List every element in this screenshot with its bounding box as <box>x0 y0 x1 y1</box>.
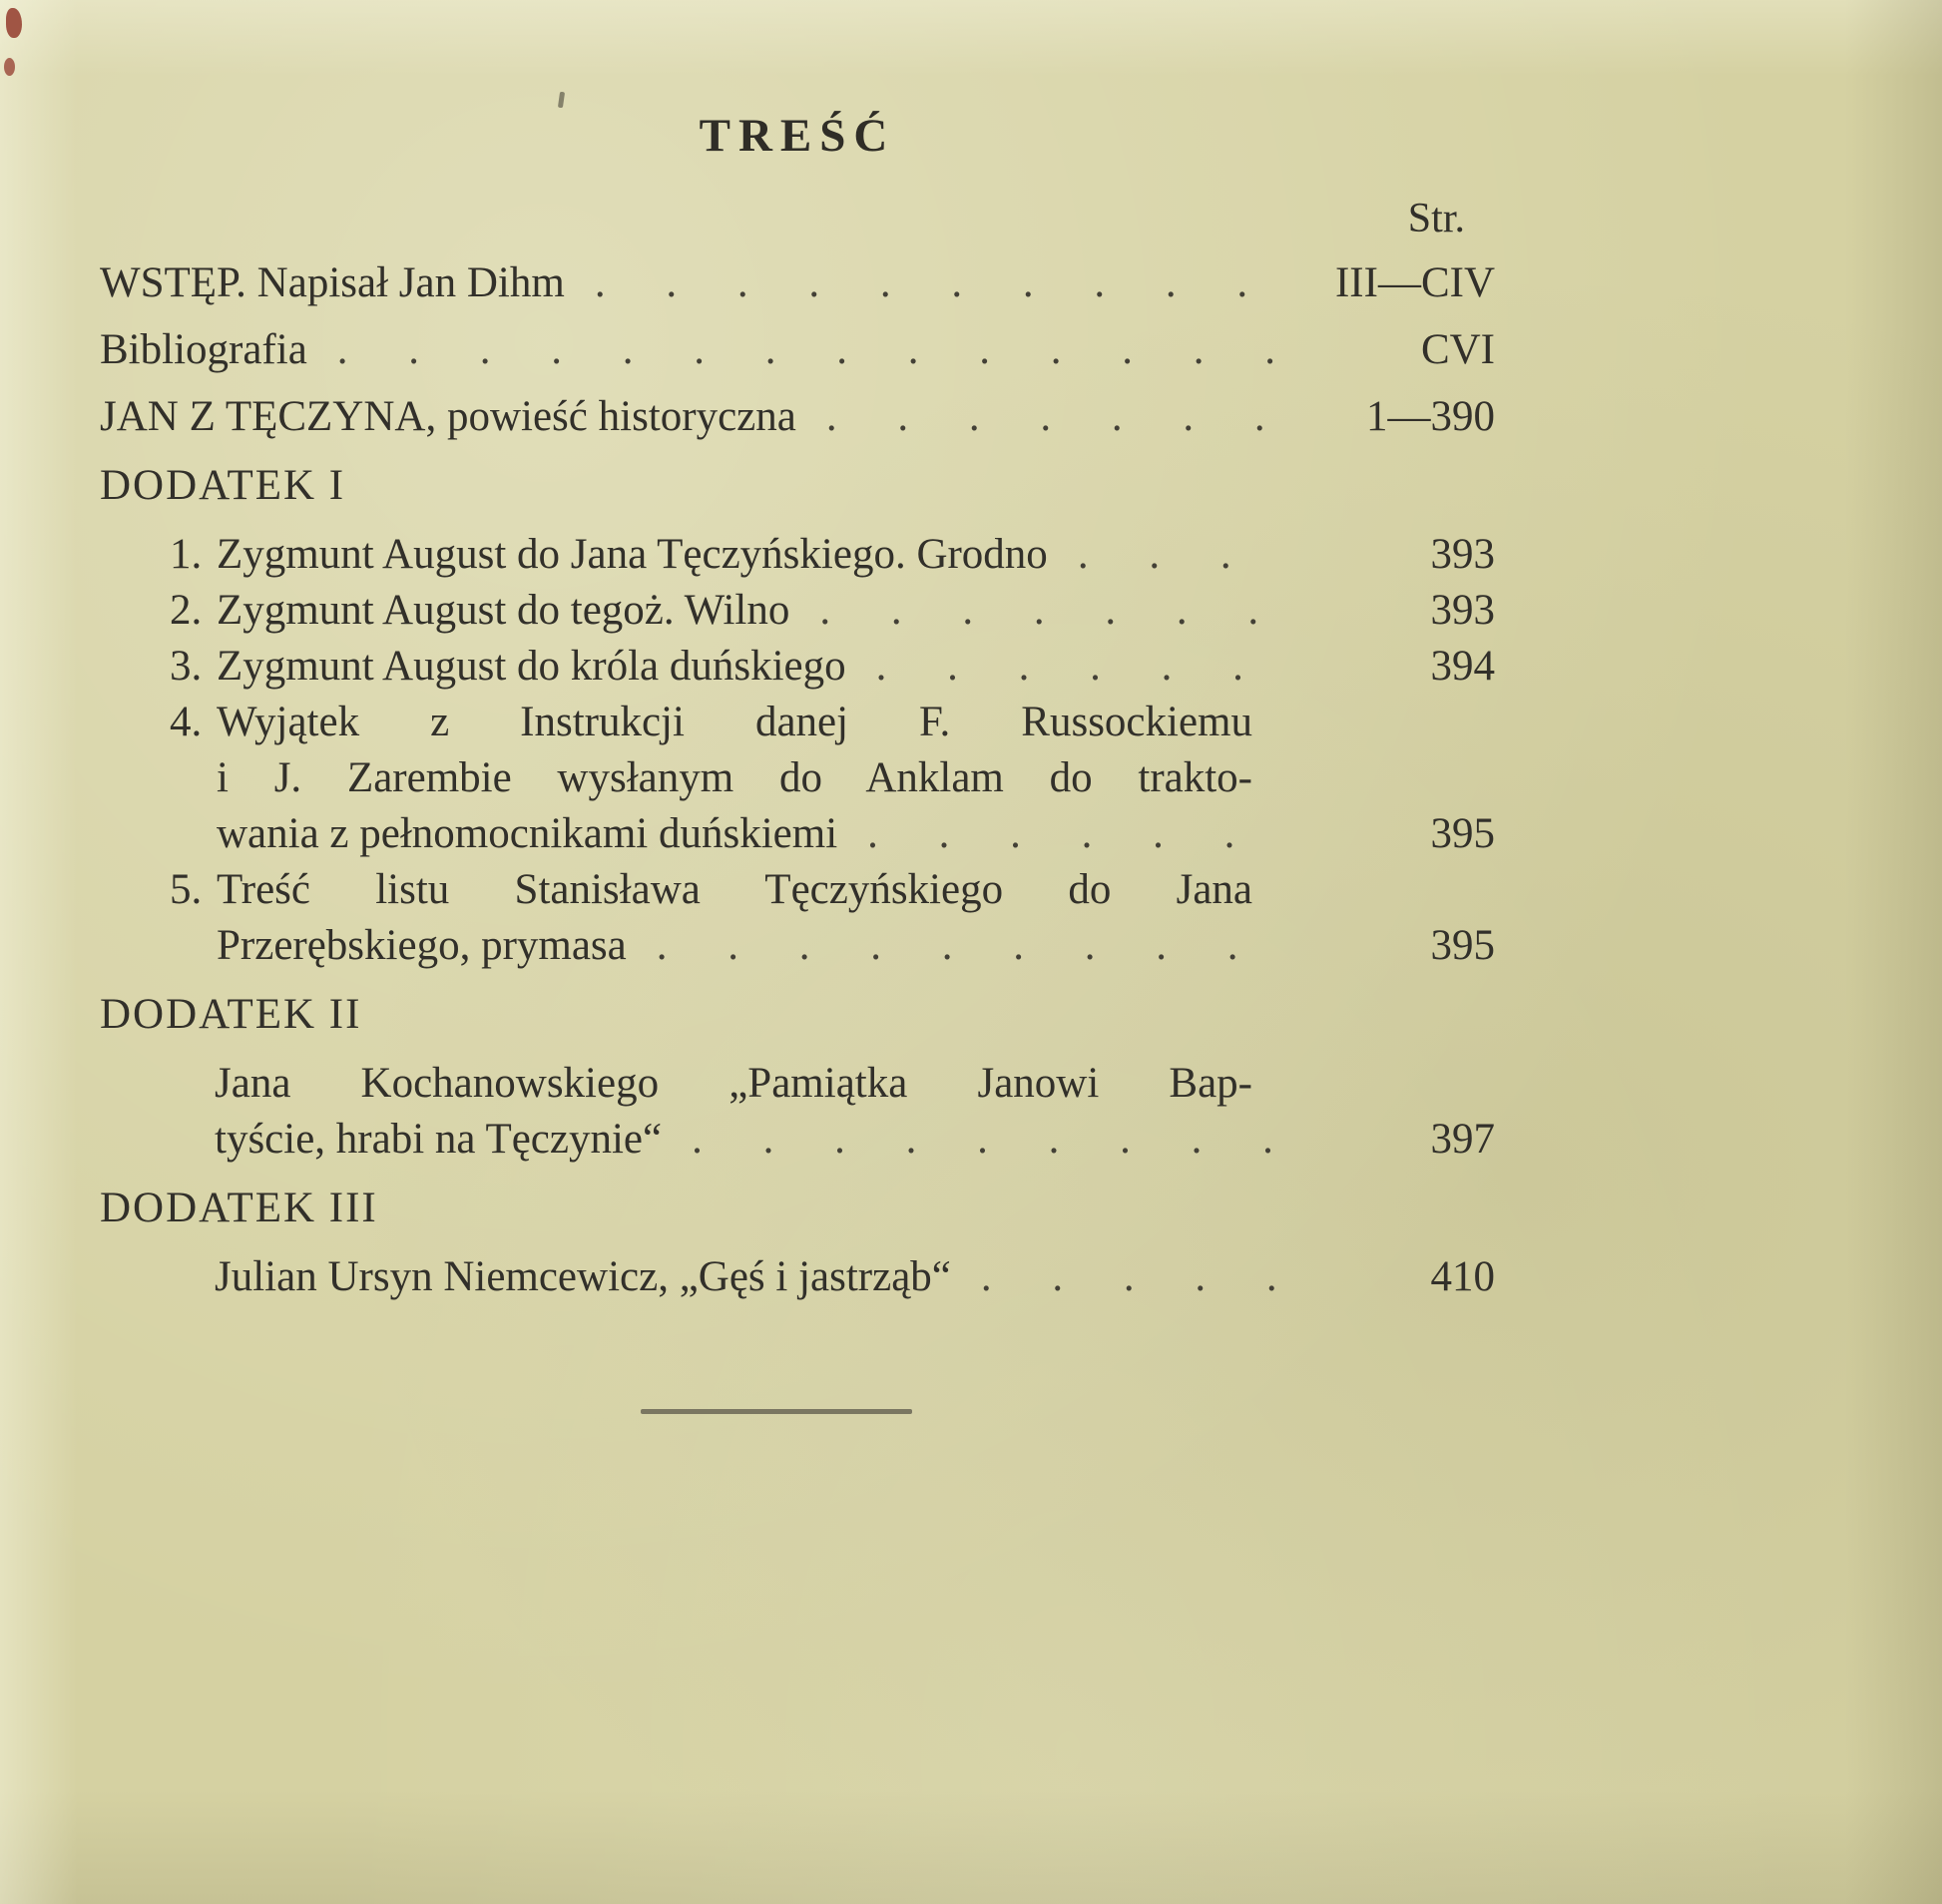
dot-leader <box>826 389 1291 445</box>
dot-leader <box>337 322 1291 378</box>
entry-label: WSTĘP. Napisał Jan Dihm <box>100 259 565 306</box>
entry-label: Bibliografia <box>100 326 307 373</box>
entry-page: 410 <box>1430 1253 1495 1300</box>
toc-entry <box>100 389 1495 445</box>
section-heading <box>100 987 1495 1043</box>
toc-entry <box>100 322 1495 378</box>
entry-page: 395 <box>1430 810 1495 857</box>
entry-page: 397 <box>1430 1116 1495 1163</box>
entry-page: III—CIV <box>1334 259 1495 306</box>
dot-leader <box>595 255 1291 311</box>
entry-page: 393 <box>1430 531 1495 578</box>
entry-label: JAN Z TĘCZYNA, powieść historyczna <box>100 393 796 440</box>
dot-leader <box>692 1112 1291 1168</box>
entry-page: 395 <box>1430 922 1495 969</box>
entry-label: Jana Kochanowskiego „Pamiątka Janowi Bap- <box>215 1060 1252 1107</box>
entry-line <box>215 1056 1252 1112</box>
toc-entry <box>215 1056 1495 1168</box>
paper-speck <box>6 8 22 38</box>
entry-label: Zygmunt August do Jana Tęczyńskiego. Grodno <box>217 531 1048 578</box>
toc-entry <box>170 695 1495 862</box>
entry-label: tyście, hrabi na Tęczynie“ <box>215 1116 663 1163</box>
entry-label: Treść listu Stanisława Tęczyńskiego do Jana <box>217 866 1252 913</box>
toc-entry <box>170 527 1495 583</box>
toc-entry <box>100 255 1495 311</box>
section-heading-label: DODATEK III <box>100 1185 378 1231</box>
column-header-str: Str. <box>1407 196 1465 241</box>
entry-line <box>170 862 1252 918</box>
entry-page: 394 <box>1430 643 1495 690</box>
entry-label: Zygmunt August do króla duńskiego <box>217 643 846 690</box>
dot-leader <box>1078 527 1291 583</box>
entry-label: Wyjątek z Instrukcji danej F. Russockiemu <box>217 699 1252 745</box>
entry-label: Julian Ursyn Niemcewicz, „Gęś i jastrząb“ <box>215 1253 951 1300</box>
entry-number: 4. <box>170 699 203 745</box>
paper-speck <box>4 58 15 76</box>
divider-rule <box>641 1409 912 1414</box>
entry-line <box>217 750 1252 806</box>
entry-page: CVI <box>1420 326 1495 373</box>
entry-label: Przerębskiego, prymasa <box>217 922 627 969</box>
entry-label: wania z pełnomocnikami duńskiemi <box>217 810 838 857</box>
section-heading <box>100 458 1495 514</box>
page-title: TREŚĆ <box>699 110 896 162</box>
entry-line <box>215 1112 1495 1168</box>
entry-line <box>170 695 1252 750</box>
entry-line <box>217 918 1495 974</box>
section-heading <box>100 1181 1495 1236</box>
entry-line <box>217 806 1495 862</box>
entry-page: 1—390 <box>1366 393 1495 440</box>
entry-number: 2. <box>170 587 203 634</box>
toc-entry <box>170 862 1495 974</box>
entry-page: 393 <box>1430 587 1495 634</box>
toc-entry <box>170 639 1495 695</box>
section-heading-label: DODATEK II <box>100 991 362 1038</box>
entry-label: Zygmunt August do tegoż. Wilno <box>217 587 790 634</box>
dot-leader <box>657 918 1291 974</box>
entry-number: 5. <box>170 866 203 913</box>
entry-number: 3. <box>170 643 203 690</box>
dot-leader <box>819 583 1291 639</box>
dot-leader <box>981 1249 1291 1305</box>
section-heading-label: DODATEK I <box>100 462 346 509</box>
dot-leader <box>867 806 1291 862</box>
table-of-contents <box>100 106 1495 1414</box>
toc-entry <box>215 1249 1495 1305</box>
entry-number: 1. <box>170 531 203 578</box>
dot-leader <box>876 639 1291 695</box>
toc-entry <box>170 583 1495 639</box>
entry-label: i J. Zarembie wysłanym do Anklam do trakto- <box>217 754 1252 801</box>
